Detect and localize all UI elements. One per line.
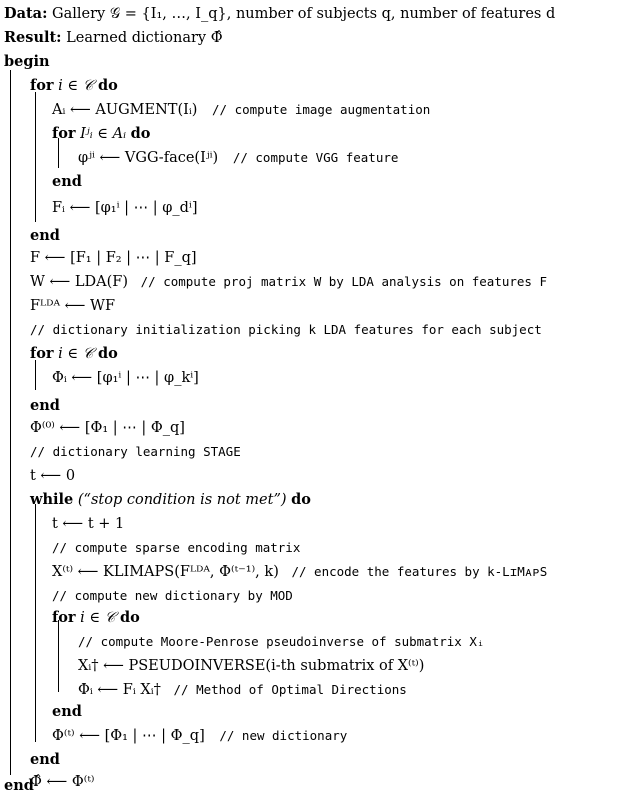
data-label: Data: (4, 5, 48, 22)
sparse-comment: // compute sparse encoding matrix (52, 540, 301, 555)
kw-do: do (97, 345, 118, 362)
phi0-line: Φ⁽⁰⁾ ⟵ [Φ₁ | ⋯ | Φ_q] (30, 420, 185, 436)
klimaps-line (52, 560, 547, 584)
result-assign-line: Φ̂ ⟵ Φ⁽ᵗ⁾ (30, 774, 95, 790)
mod-line-comment: // Method of Optimal Directions (173, 682, 407, 697)
data-line (4, 2, 555, 26)
kw-for: for (52, 125, 76, 142)
phit-stmt: Φ⁽ᵗ⁾ ⟵ [Φ₁ | ⋯ | Φ_q] (52, 728, 205, 744)
kw-for: for (52, 609, 76, 626)
for-cond: i ∈ 𝒞 (80, 610, 116, 626)
kw-end: end (52, 703, 82, 720)
while-loop (30, 488, 311, 512)
for-cond: i ∈ 𝒞 (58, 78, 94, 94)
phit-comment: // new dictionary (219, 728, 348, 743)
init-comment: // dictionary initialization picking k LDA features for each subject (30, 322, 542, 337)
klimaps-comment: // encode the features by k-LɪMᴀᴘS (291, 564, 548, 579)
for-inner-cond: Iʲᵢ ∈ Aᵢ (80, 126, 126, 142)
result-line (4, 26, 223, 50)
while-block-bar (35, 504, 36, 742)
kw-for: for (30, 345, 54, 362)
augment-line (52, 98, 430, 122)
mod-stmt: Φᵢ ⟵ Fᵢ Xᵢ† (78, 682, 161, 698)
kw-do: do (119, 609, 140, 626)
for-loop-3 (52, 606, 140, 630)
lda-line (30, 270, 547, 294)
vgg-line (78, 146, 398, 170)
kw-end: end (30, 397, 60, 414)
kw-end: end (52, 173, 82, 190)
kw-end: end (30, 751, 60, 768)
for-loop-inner (52, 122, 150, 146)
kw-for: for (30, 77, 54, 94)
flda-line: Fᴸᴰᴬ ⟵ WF (30, 298, 116, 314)
for-loop-2 (30, 342, 118, 366)
t-inc-line: t ⟵ t + 1 (52, 516, 125, 532)
kw-begin: begin (4, 53, 50, 70)
lda-comment: // compute proj matrix W by LDA analysis on features F (140, 274, 548, 289)
kw-end: end (30, 227, 60, 244)
mod-comment: // compute new dictionary by MOD (52, 588, 293, 603)
lda-stmt: W ⟵ LDA(F) (30, 274, 129, 290)
kw-do: do (130, 125, 151, 142)
for3-block-bar (58, 620, 59, 692)
pinv-line: Xᵢ† ⟵ PSEUDOINVERSE(i-th submatrix of X⁽ᵗ⁾) (78, 658, 425, 674)
klimaps-stmt: X⁽ᵗ⁾ ⟵ KLIMAPS(Fᴸᴰᴬ, Φ⁽ᵗ⁻¹⁾, k) (52, 564, 279, 580)
learning-comment: // dictionary learning STAGE (30, 444, 241, 459)
phi-i-line: Φᵢ ⟵ [φ₁ⁱ | ⋯ | φ_kⁱ] (52, 370, 199, 386)
phit-line (52, 724, 347, 748)
f-concat-line: F ⟵ [F₁ | F₂ | ⋯ | F_q] (30, 250, 197, 266)
while-cond: (“stop condition is not met”) (77, 492, 287, 508)
pinv-comment: // compute Moore-Penrose pseudoinverse of submatrix Xᵢ (78, 634, 485, 649)
for1-block-bar (35, 92, 36, 222)
kw-end-final: end (4, 777, 34, 794)
result-text: Learned dictionary Φ̂ (66, 30, 223, 46)
vgg-stmt: φʲⁱ ⟵ VGG-face(Iʲⁱ) (78, 150, 219, 166)
fi-line: Fᵢ ⟵ [φ₁ⁱ | ⋯ | φ_dⁱ] (52, 200, 198, 216)
vgg-comment: // compute VGG feature (232, 150, 399, 165)
kw-do: do (291, 491, 311, 508)
augment-comment: // compute image augmentation (212, 102, 431, 117)
augment-stmt: Aᵢ ⟵ AUGMENT(Iᵢ) (52, 102, 198, 118)
for-cond: i ∈ 𝒞 (58, 346, 94, 362)
mod-line (78, 678, 407, 702)
result-label: Result: (4, 29, 62, 46)
t-init-line: t ⟵ 0 (30, 468, 76, 484)
kw-do: do (97, 77, 118, 94)
main-block-bar (10, 70, 11, 775)
for-loop-1 (30, 74, 118, 98)
kw-while: while (30, 491, 74, 508)
data-text: Gallery 𝒢 = {I₁, …, I_q}, number of subjects q, number of features d (52, 6, 556, 22)
